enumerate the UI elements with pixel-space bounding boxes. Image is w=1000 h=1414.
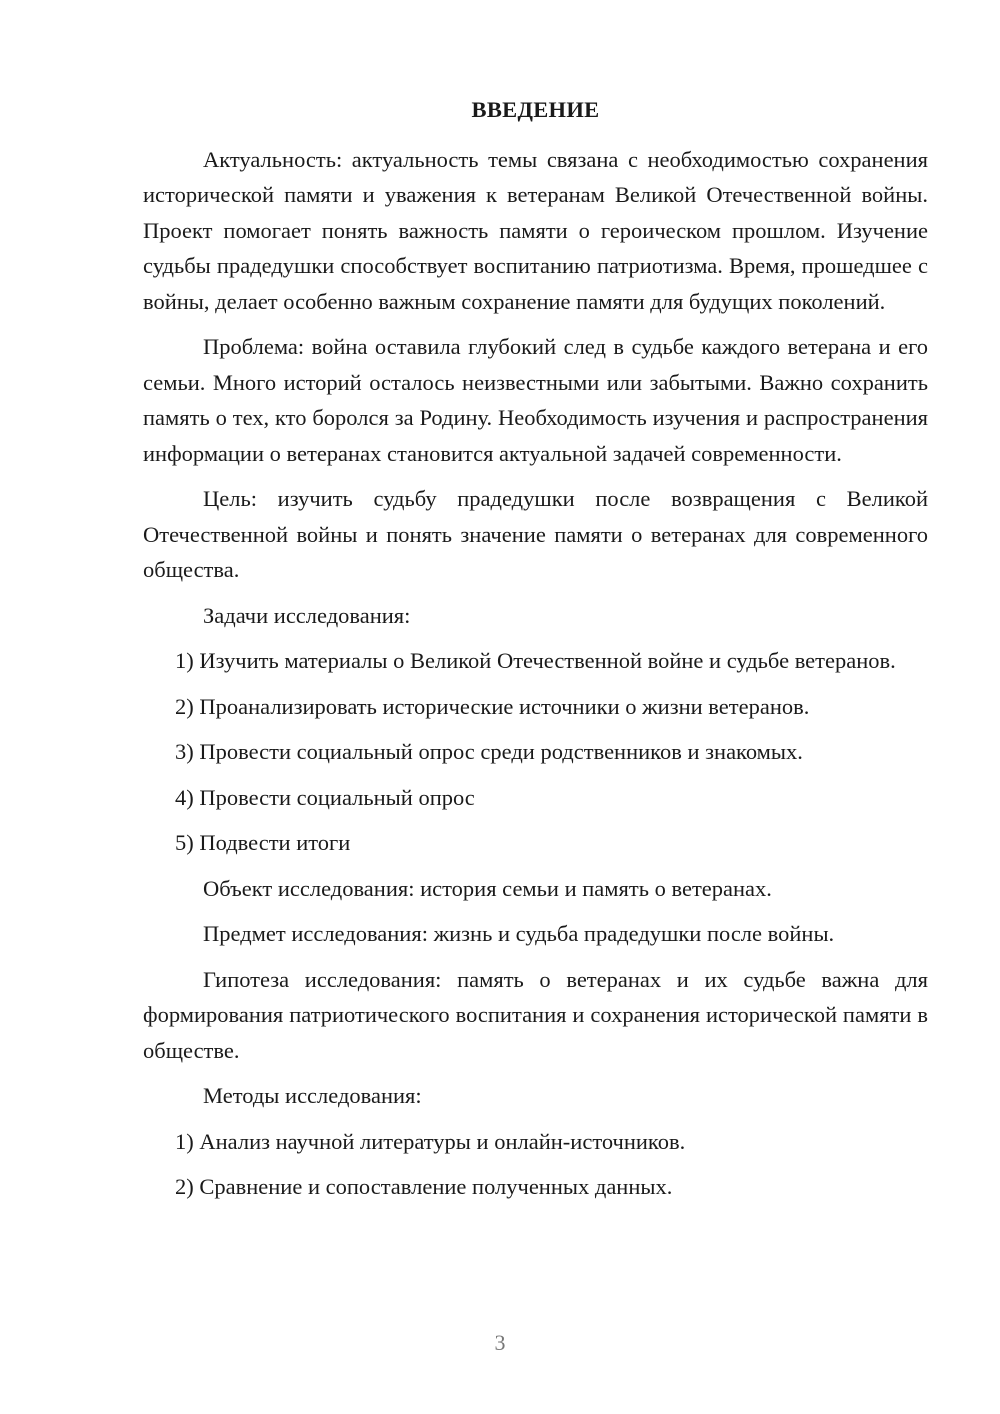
tasks-heading: Задачи исследования: bbox=[203, 602, 411, 628]
task-item: 2) Проанализировать исторические источники о жизни ветеранов. bbox=[175, 693, 810, 719]
methods-heading: Методы исследования: bbox=[203, 1083, 422, 1108]
section-title: ВВЕДЕНИЕ bbox=[471, 97, 600, 122]
task-item: 1) Изучить материалы о Великой Отечественной войне и судьбе ветеранов. bbox=[175, 648, 896, 673]
page-number: 3 bbox=[494, 1330, 506, 1355]
hypothesis-paragraph: Гипотеза исследования: память о ветеранах и их судьбе важна для формирования патриотического воспитания и сохранения исторической памяти в обществе. bbox=[143, 966, 928, 1063]
subject-paragraph: Предмет исследования: жизнь и судьба прадедушки после войны. bbox=[203, 921, 835, 946]
method-item: 1) Анализ научной литературы и онлайн-источников. bbox=[175, 1128, 686, 1154]
task-item: 3) Провести социальный опрос среди родственников и знакомых. bbox=[175, 739, 803, 764]
object-paragraph: Объект исследования: история семьи и память о ветеранах. bbox=[203, 875, 772, 901]
method-item: 2) Сравнение и сопоставление полученных данных. bbox=[175, 1174, 673, 1199]
goal-paragraph: Цель: изучить судьбу прадедушки после возвращения с Великой Отечественной войны и понять значение памяти о ветеранах для современного общества. bbox=[143, 486, 928, 582]
page-content bbox=[143, 92, 928, 1215]
task-item: 5) Подвести итоги bbox=[175, 830, 351, 855]
relevance-paragraph: Актуальность: актуальность темы связана с необходимостью сохранения исторической памяти и уважения к ветеранам Великой Отечественной войны. Проект помогает понять важность памяти о героическом прошлом. Изучение судьбы прадедушки способствует воспитанию патриотизма. Время, прошедшее с войны, делает особенно важным сохранение памяти для будущих поколений. bbox=[143, 146, 928, 314]
task-item: 4) Провести социальный опрос bbox=[175, 784, 475, 810]
problem-paragraph: Проблема: война оставила глубокий след в судьбе каждого ветерана и его семьи. Много историй осталось неизвестными или забытыми. Важно сохранить память о тех, кто боролся за Родину. Необходимость изучения и распространения информации о ветеранах становится актуальной задачей современности. bbox=[143, 334, 928, 466]
